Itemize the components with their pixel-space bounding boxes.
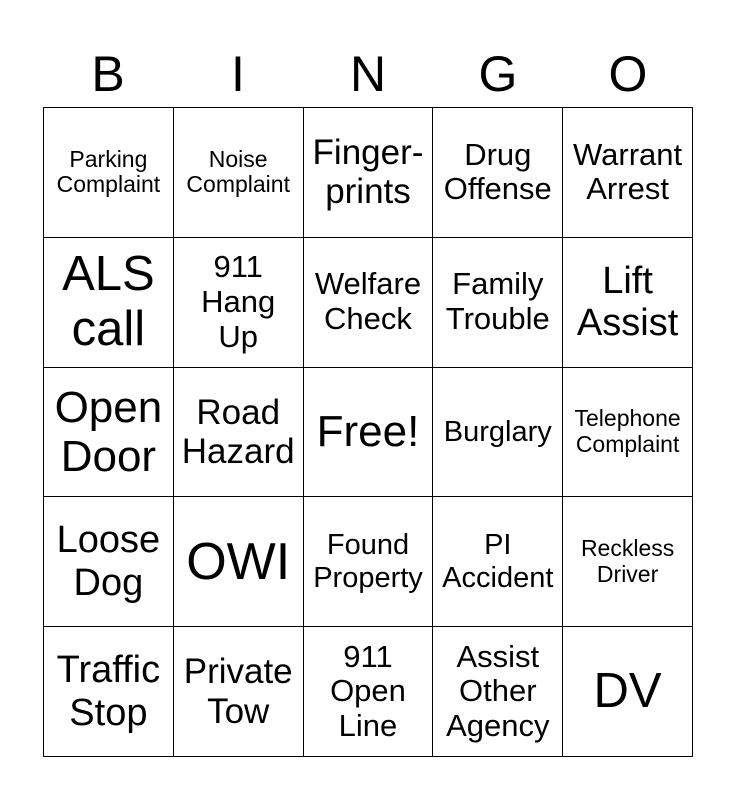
bingo-cell[interactable] bbox=[563, 497, 693, 627]
cell-label: Found Property bbox=[313, 529, 423, 594]
cell-label: Finger- prints bbox=[312, 133, 424, 212]
bingo-cell[interactable] bbox=[563, 238, 693, 368]
cell-label: Drug Offense bbox=[443, 136, 552, 207]
header-letter-g: G bbox=[478, 46, 518, 102]
cell-label: Assist Other Agency bbox=[446, 638, 550, 743]
cell-label: Warrant Arrest bbox=[573, 136, 683, 207]
bingo-cell[interactable] bbox=[433, 368, 563, 498]
bingo-header bbox=[43, 42, 693, 106]
cell-label: PI Accident bbox=[442, 529, 554, 594]
free-space-label: Free! bbox=[316, 407, 420, 457]
bingo-cell[interactable] bbox=[174, 238, 304, 368]
bingo-cell[interactable] bbox=[433, 497, 563, 627]
bingo-cell[interactable] bbox=[174, 497, 304, 627]
cell-label: Lift Assist bbox=[576, 259, 679, 345]
bingo-cell[interactable] bbox=[44, 108, 174, 238]
cell-label: Noise Complaint bbox=[186, 145, 290, 198]
bingo-cell[interactable] bbox=[563, 627, 693, 757]
cell-label: Reckless Driver bbox=[580, 535, 675, 587]
bingo-cell[interactable] bbox=[174, 368, 304, 498]
bingo-cell[interactable] bbox=[304, 238, 434, 368]
bingo-cell[interactable] bbox=[304, 108, 434, 238]
bingo-cell[interactable] bbox=[433, 627, 563, 757]
bingo-cell[interactable] bbox=[304, 497, 434, 627]
header-letter-i: I bbox=[231, 46, 245, 102]
cell-label: Telephone Complaint bbox=[574, 405, 681, 457]
bingo-cell[interactable] bbox=[433, 108, 563, 238]
cell-label: ALS call bbox=[62, 247, 155, 357]
bingo-cell[interactable] bbox=[44, 238, 174, 368]
bingo-cell[interactable] bbox=[174, 627, 304, 757]
cell-label: Open Door bbox=[54, 382, 163, 481]
cell-label: 911 Hang Up bbox=[201, 249, 276, 354]
bingo-cell[interactable] bbox=[44, 368, 174, 498]
cell-label: OWI bbox=[186, 532, 291, 591]
cell-label: Burglary bbox=[443, 415, 552, 448]
cell-label: DV bbox=[593, 664, 662, 719]
header-letter-n: N bbox=[349, 46, 387, 102]
cell-label: Traffic Stop bbox=[56, 649, 161, 734]
bingo-board bbox=[43, 107, 693, 757]
bingo-cell[interactable] bbox=[44, 497, 174, 627]
free-space-cell[interactable] bbox=[304, 368, 434, 498]
bingo-cell[interactable] bbox=[433, 238, 563, 368]
bingo-cell[interactable] bbox=[304, 627, 434, 757]
cell-label: Welfare Check bbox=[314, 266, 422, 337]
header-letter-o: O bbox=[608, 46, 648, 102]
bingo-cell[interactable] bbox=[174, 108, 304, 238]
bingo-cell[interactable] bbox=[563, 108, 693, 238]
cell-label: Road Hazard bbox=[181, 392, 295, 471]
cell-label: Private Tow bbox=[183, 652, 293, 731]
cell-label: 911 Open Line bbox=[330, 638, 406, 743]
cell-label: Parking Complaint bbox=[56, 145, 161, 198]
bingo-cell[interactable] bbox=[44, 627, 174, 757]
header-letter-b: B bbox=[91, 46, 125, 102]
cell-label: Loose Dog bbox=[56, 519, 161, 604]
bingo-cell[interactable] bbox=[563, 368, 693, 498]
cell-label: Family Trouble bbox=[445, 266, 550, 337]
